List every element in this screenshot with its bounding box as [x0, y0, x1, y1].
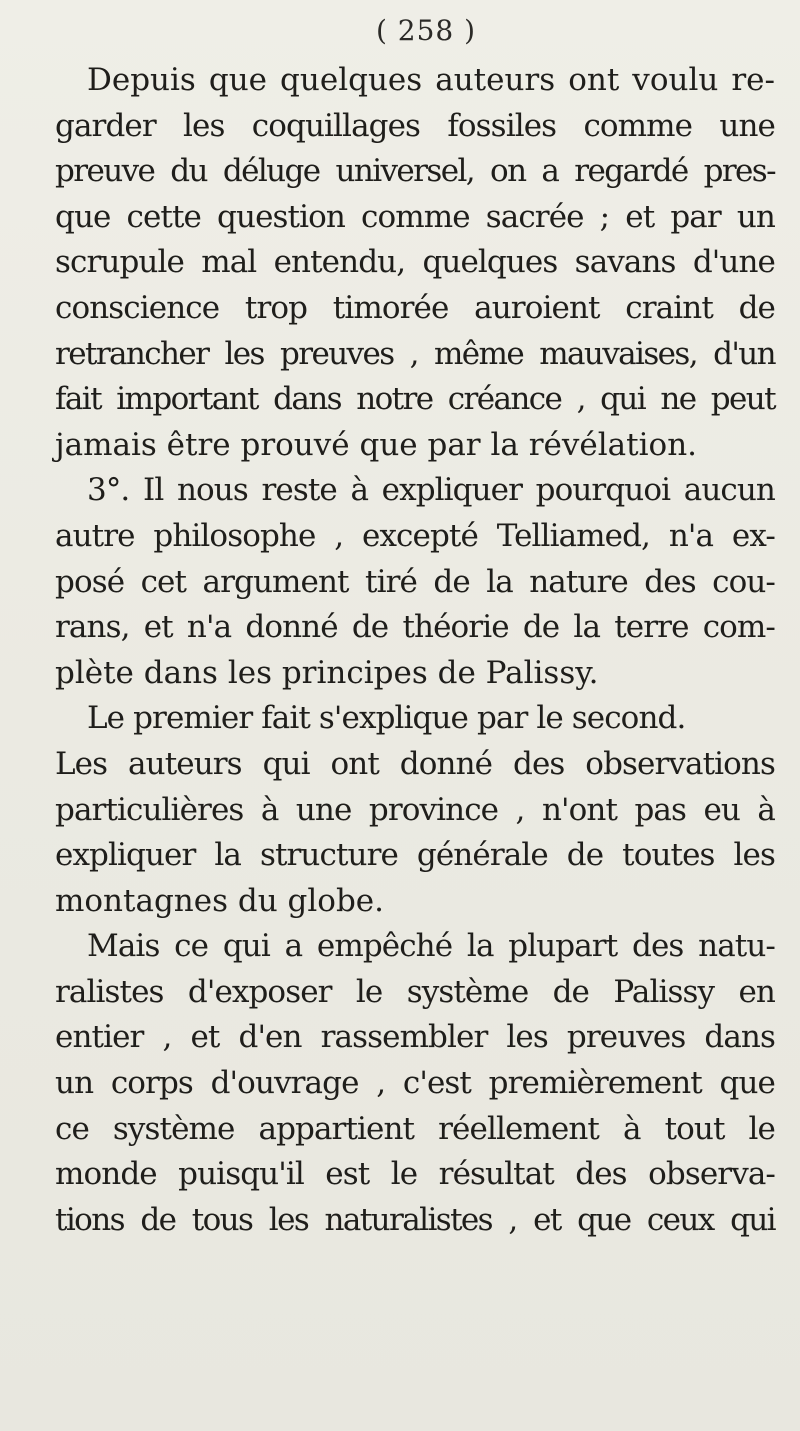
- text-line: entier , et d'en rassembler les preuves dans: [55, 1019, 775, 1056]
- page-number-header: [0, 14, 800, 47]
- text-line: retrancher les preuves , même mauvaises, d'un: [55, 335, 775, 372]
- text-line: Mais ce qui a empêché la plupart des natu-: [87, 928, 775, 965]
- text-line: autre philosophe , excepté Telliamed, n'a ex-: [55, 517, 775, 554]
- text-line: conscience trop timorée auroient craint de: [55, 289, 775, 326]
- text-line: tions de tous les naturalistes , et que ceux qui: [55, 1201, 775, 1238]
- text-line: montagnes du globe.: [55, 882, 385, 919]
- text-line: plète dans les principes de Palissy.: [55, 654, 599, 691]
- text-line: que cette question comme sacrée ; et par un: [55, 198, 775, 235]
- text-line: posé cet argument tiré de la nature des cou-: [55, 563, 775, 600]
- text-line: Depuis que quelques auteurs ont voulu re-: [87, 62, 775, 98]
- text-line: scrupule mal entendu, quelques savans d'une: [55, 244, 775, 281]
- body-text: [55, 58, 775, 1243]
- text-line: jamais être prouvé que par la révélation.: [55, 426, 698, 463]
- text-line: un corps d'ouvrage , c'est premièrement que: [55, 1065, 775, 1102]
- text-line: fait important dans notre créance , qui ne peut: [55, 381, 775, 418]
- text-line: ce système appartient réellement à tout le: [55, 1110, 775, 1147]
- text-line: ralistes d'exposer le système de Palissy en: [55, 973, 775, 1010]
- text-line: rans, et n'a donné de théorie de la terre com-: [55, 609, 775, 646]
- text-line: garder les coquillages fossiles comme une: [55, 107, 775, 144]
- text-line: particulières à une province , n'ont pas eu à: [55, 791, 775, 828]
- text-line: Le premier fait s'explique par le second.: [87, 700, 686, 737]
- text-line: monde puisqu'il est le résultat des observa-: [55, 1156, 775, 1193]
- page-number: ( 258 ): [375, 14, 477, 47]
- text-line: expliquer la structure générale de toutes les: [55, 837, 775, 874]
- text-line: preuve du déluge universel, on a regardé pres-: [55, 153, 775, 190]
- text-line: 3°. Il nous reste à expliquer pourquoi aucun: [87, 472, 775, 509]
- text-line: Les auteurs qui ont donné des observations: [55, 745, 775, 782]
